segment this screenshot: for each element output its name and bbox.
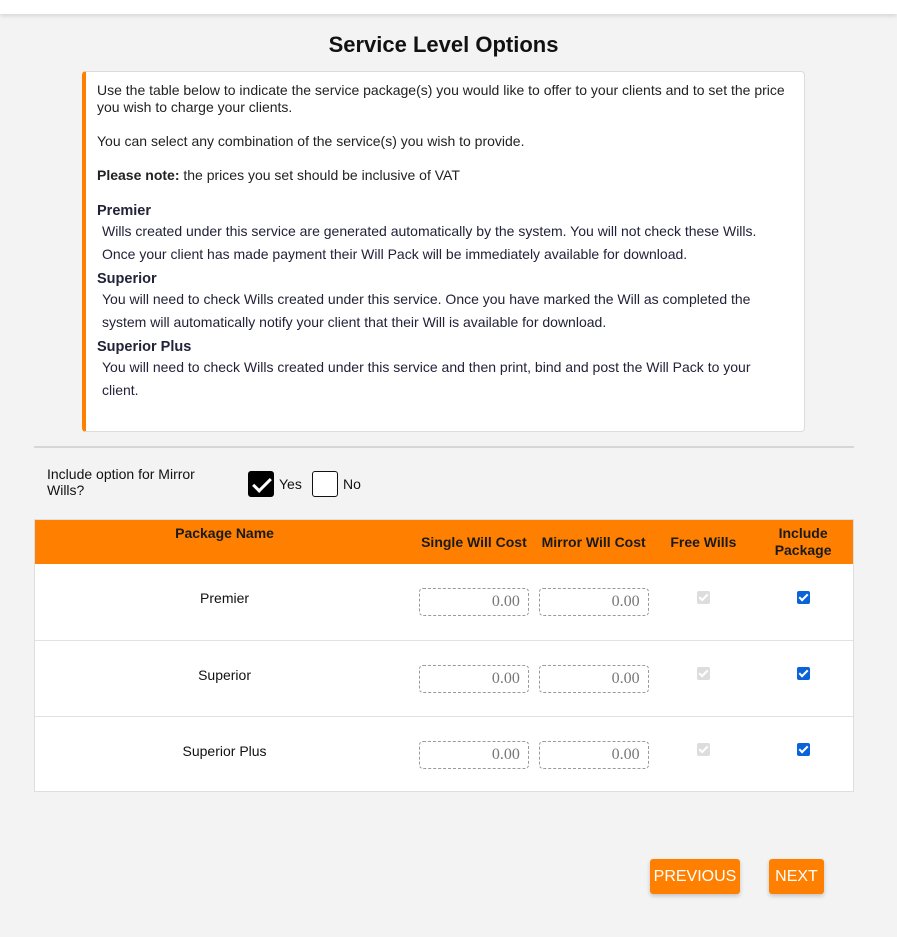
package-name: Superior Plus — [182, 742, 267, 759]
mirror-yes-label: Yes — [279, 476, 302, 492]
single-cost-input[interactable] — [419, 665, 529, 693]
free-wills-checkbox — [697, 591, 710, 604]
service-title-superior: Superior — [97, 271, 157, 287]
vat-note-text: the prices you set should be inclusive of VAT — [179, 167, 460, 183]
single-cost-input[interactable] — [419, 588, 529, 616]
service-title-superior-plus: Superior Plus — [97, 339, 192, 355]
mirror-yes-option[interactable] — [248, 471, 302, 497]
mirror-cost-input[interactable] — [539, 665, 649, 693]
page-title: Service Level Options — [328, 32, 559, 57]
combination-text: You can select any combination of the service(s) you wish to provide. — [97, 133, 525, 149]
intro-text: Use the table below to indicate the service package(s) you would like to offer to your clients and to set the price you wish to charge your clients. — [97, 82, 785, 115]
include-package-checkbox[interactable] — [797, 591, 810, 604]
table-row — [35, 716, 853, 792]
mirror-wills-label: Include option for Mirror Wills? — [47, 466, 195, 498]
previous-button[interactable]: PREVIOUS — [650, 859, 740, 894]
free-wills-checkbox — [697, 743, 710, 756]
mirror-cost-input[interactable] — [539, 741, 649, 769]
service-desc-premier: Wills created under this service are generated automatically by the system. You will not check these Wills. Once your client has made payment their Will Pack will be immediately available for download. — [102, 223, 757, 262]
header-mirror-cost: Mirror Will Cost — [541, 533, 646, 550]
include-package-checkbox[interactable] — [797, 743, 810, 756]
next-button[interactable]: NEXT — [769, 859, 824, 894]
divider — [34, 446, 854, 448]
package-name: Premier — [200, 590, 250, 606]
vat-note — [97, 167, 790, 184]
single-cost-input[interactable] — [419, 741, 529, 769]
header-single-cost: Single Will Cost — [421, 533, 527, 550]
table-row — [35, 640, 853, 716]
service-desc-superior-plus: You will need to check Wills created under this service and then print, bind and post the Will Pack to your client. — [102, 359, 751, 398]
header-include-package: Include Package — [774, 525, 832, 558]
mirror-no-checkbox[interactable] — [312, 471, 338, 497]
service-title-premier: Premier — [97, 203, 152, 219]
table-row — [35, 564, 853, 640]
table-header — [35, 520, 853, 564]
free-wills-checkbox — [697, 667, 710, 680]
packages-table — [34, 519, 854, 792]
header-package-name: Package Name — [175, 524, 274, 541]
mirror-no-option[interactable] — [312, 471, 361, 497]
top-bar — [0, 0, 897, 14]
info-panel — [82, 71, 805, 432]
include-package-checkbox[interactable] — [797, 667, 810, 680]
mirror-cost-input[interactable] — [539, 588, 649, 616]
vat-note-label: Please note: — [97, 167, 180, 183]
service-desc-superior: You will need to check Wills created under this service. Once you have marked the Will as completed the system will automatically notify your client that their Will is available for download. — [102, 291, 751, 330]
header-free-wills: Free Wills — [670, 533, 737, 550]
mirror-yes-checkbox[interactable] — [248, 471, 274, 497]
package-name: Superior — [198, 666, 251, 683]
mirror-no-label: No — [343, 476, 361, 492]
